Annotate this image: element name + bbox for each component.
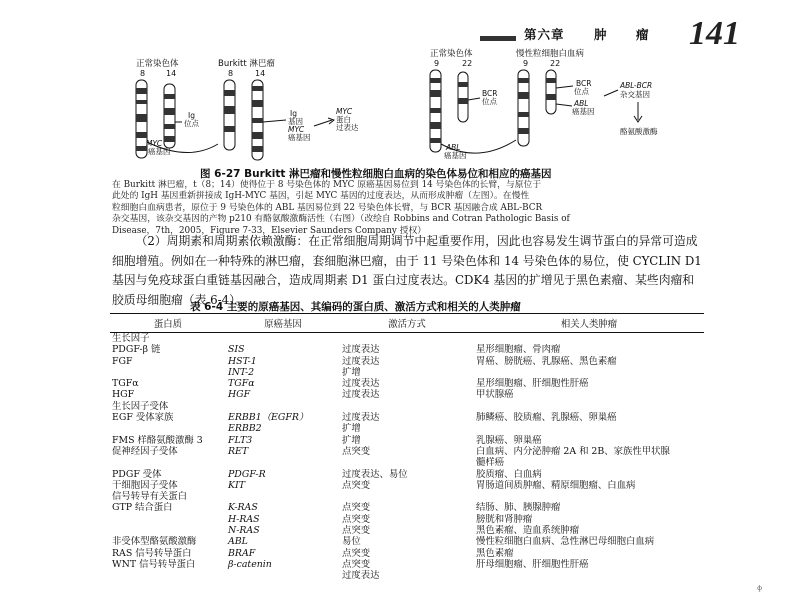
cell-protein: 干细胞因子受体 bbox=[112, 479, 178, 491]
bcr-locus-1: BCR bbox=[482, 89, 498, 98]
cell-protein: EGF 受体家族 bbox=[112, 412, 174, 424]
corner-mark: ф bbox=[757, 585, 762, 592]
caption-line: 在 Burkitt 淋巴瘤，t（8；14）使得位于 8 号染色体的 MYC 原癌基因易位到 14 号染色体的长臂，与原位于 bbox=[112, 180, 542, 190]
cell-protein bbox=[110, 514, 226, 525]
table-row bbox=[110, 491, 704, 502]
cell-oncogene: HST-1 bbox=[228, 355, 257, 367]
bcr-locus2-2: 位点 bbox=[574, 87, 589, 96]
myc-oncogene-label-2: 癌基因 bbox=[148, 147, 171, 156]
cell-tumors bbox=[474, 423, 704, 434]
cell-oncogene bbox=[226, 333, 340, 345]
cell-oncogene: INT-2 bbox=[228, 366, 255, 378]
cell-oncogene: PDGF-R bbox=[228, 468, 266, 480]
cell-protein: HGF bbox=[112, 389, 135, 401]
body-paragraph: （2）周期素和周期素依赖激酶：在正常细胞周期调节中起重要作用，因此也容易发生调节蛋白的异常可造成细胞增殖。例如在一种特殊的淋巴瘤，套细胞淋巴瘤，由于 11 号染色体和 14 号染色体的易位，使 CYCLIN D1 基因与免疫球蛋白重链基因融合，造成周期素 D1 蛋白过度表达。CDK4 基因的扩增见于黑色素瘤、某些肉瘤和胶质母细胞瘤（表 6-4）。 bbox=[112, 234, 702, 307]
fusion-gene-1: ABL-BCR bbox=[620, 81, 653, 90]
ig-locus-label-1: Ig bbox=[188, 111, 195, 120]
cell-protein: 信号转导有关蛋白 bbox=[112, 491, 188, 503]
table-row bbox=[110, 548, 704, 559]
bcr-locus2-1: BCR bbox=[576, 79, 592, 88]
cell-tumors bbox=[474, 401, 704, 412]
cell-activation: 点突变 bbox=[342, 558, 371, 570]
header-protein: 蛋白质 bbox=[153, 319, 183, 330]
table-row bbox=[110, 446, 704, 457]
chromosome-14 bbox=[164, 84, 175, 148]
chr-label-22: 22 bbox=[462, 59, 473, 68]
cell-protein bbox=[110, 570, 226, 581]
cell-tumors: 黑色素瘤 bbox=[476, 547, 514, 559]
label-normal-left: 正常染色体 bbox=[136, 59, 179, 69]
cell-protein: PDGF-β 链 bbox=[112, 344, 161, 356]
cell-activation: 点突变 bbox=[342, 479, 371, 491]
table-row bbox=[110, 344, 704, 355]
cell-oncogene: TGFα bbox=[228, 378, 255, 390]
cell-activation: 点突变 bbox=[342, 547, 371, 559]
table bbox=[110, 313, 704, 582]
caption-line: 粒细胞白血病患者，原位于 9 号染色体的 ABL 基因易位到 22 号染色体长臂，与 BCR 基因融合成 ABL-BCR bbox=[112, 202, 543, 213]
cell-protein: 促神经因子受体 bbox=[112, 445, 178, 457]
cell-activation bbox=[340, 457, 474, 468]
cell-activation: 扩增 bbox=[342, 423, 361, 435]
header-activation: 激活方式 bbox=[388, 319, 426, 330]
ig-gene-label-1: Ig bbox=[290, 109, 297, 118]
cell-oncogene: FLT3 bbox=[228, 434, 253, 446]
cell-activation: 点突变 bbox=[342, 502, 371, 514]
cell-protein: FMS 样酪氨酸激酶 3 bbox=[112, 434, 203, 446]
cell-activation bbox=[340, 333, 474, 345]
product-arrow bbox=[314, 120, 332, 126]
chr-label-9: 9 bbox=[434, 59, 440, 68]
abl-onc2-2: 癌基因 bbox=[572, 107, 595, 116]
cell-activation: 点突变 bbox=[342, 513, 371, 525]
chromosome-14-translocated bbox=[252, 80, 263, 160]
cell-oncogene: N-RAS bbox=[228, 525, 260, 537]
table-row bbox=[110, 525, 704, 536]
cell-protein: 生长因子受体 bbox=[112, 400, 169, 412]
cell-protein bbox=[110, 367, 226, 378]
table-row bbox=[110, 457, 704, 468]
chromosome-figure bbox=[118, 40, 718, 165]
abl-onc2-1: ABL bbox=[574, 99, 589, 108]
label-normal-right: 正常染色体 bbox=[430, 49, 473, 59]
cell-activation: 过度表达 bbox=[342, 389, 380, 401]
myc-product-1: MYC bbox=[336, 107, 353, 116]
cell-oncogene: ABL bbox=[228, 536, 248, 548]
cell-activation: 点突变 bbox=[342, 525, 371, 537]
abl-onc-2: 癌基因 bbox=[444, 151, 467, 160]
cell-protein: PDGF 受体 bbox=[112, 468, 162, 480]
cell-oncogene bbox=[226, 570, 340, 581]
cell-oncogene: SIS bbox=[228, 344, 245, 356]
ig-locus-label-2: 位点 bbox=[184, 119, 199, 128]
table-row bbox=[110, 536, 704, 547]
header-oncogene: 原癌基因 bbox=[264, 319, 302, 330]
cell-tumors: 胃癌、膀胱癌、乳腺癌、黑色素瘤 bbox=[476, 355, 617, 367]
cell-activation: 扩增 bbox=[342, 366, 361, 378]
table-row bbox=[110, 502, 704, 513]
cell-activation bbox=[340, 401, 474, 412]
cell-tumors: 结肠、肺、胰腺肿瘤 bbox=[476, 502, 561, 514]
table-header-row bbox=[110, 314, 704, 333]
oncogene-table bbox=[110, 313, 704, 582]
cell-tumors: 甲状腺癌 bbox=[476, 389, 514, 401]
cell-tumors: 乳腺癌、卵巢癌 bbox=[476, 434, 542, 446]
abl-onc-1: ABL bbox=[446, 143, 461, 152]
table-row bbox=[110, 570, 704, 581]
table-row bbox=[110, 367, 704, 378]
table-row bbox=[110, 412, 704, 423]
cell-tumors bbox=[474, 570, 704, 581]
cell-oncogene: BRAF bbox=[228, 547, 256, 559]
cell-protein bbox=[110, 457, 226, 468]
topic-char-1: 肿 bbox=[594, 27, 608, 42]
cell-tumors: 胃肠道间质肿瘤、精原细胞瘤、白血病 bbox=[476, 479, 636, 491]
caption-line: Disease，7th，2005，Figure 7-33，Elsevier Saunders Company 授权） bbox=[112, 225, 427, 236]
chr-label-14: 14 bbox=[166, 69, 177, 78]
topic-char-2: 瘤 bbox=[636, 27, 650, 42]
cell-activation bbox=[340, 491, 474, 502]
cell-protein: WNT 信号转导蛋白 bbox=[112, 558, 196, 570]
table-body bbox=[110, 333, 704, 582]
cell-activation: 扩增 bbox=[342, 434, 361, 446]
ig-gene-pointer bbox=[263, 120, 286, 122]
table-row bbox=[110, 480, 704, 491]
cell-protein: GTP 结合蛋白 bbox=[112, 502, 173, 514]
fusion-gene-2: 杂交基因 bbox=[620, 90, 650, 99]
cell-protein: 非受体型酪氨酸激酶 bbox=[112, 536, 197, 548]
header-tumors: 相关人类肿瘤 bbox=[560, 319, 618, 330]
chromosome-22 bbox=[458, 72, 468, 122]
ig-gene-label-2: 基因 bbox=[288, 117, 303, 126]
table-title: 表 6-4 主要的原癌基因、其编码的蛋白质、激活方式和相关的人类肿瘤 bbox=[190, 301, 521, 313]
bcr-pointer bbox=[468, 98, 480, 100]
table-row bbox=[110, 389, 704, 400]
cell-oncogene: ERBB2 bbox=[228, 423, 262, 435]
figure-caption-text bbox=[112, 180, 697, 237]
cell-protein: 生长因子 bbox=[112, 333, 150, 344]
cell-protein: RAS 信号转导蛋白 bbox=[112, 547, 192, 559]
chromosome-8-translocated bbox=[224, 80, 235, 150]
cell-protein bbox=[110, 423, 226, 434]
myc-onc2-label-1: MYC bbox=[288, 125, 305, 134]
cell-activation: 过度表达、易位 bbox=[342, 468, 408, 480]
cell-activation: 过度表达 bbox=[342, 412, 380, 424]
table-row bbox=[110, 559, 704, 570]
cell-activation: 过度表达 bbox=[342, 570, 380, 582]
cell-tumors: 黑色素瘤、造血系统肿瘤 bbox=[476, 525, 580, 537]
cell-tumors: 肺鳞癌、胶质瘤、乳腺癌、卵巢癌 bbox=[476, 412, 617, 424]
chromosome-9-translocated bbox=[518, 70, 529, 146]
cell-oncogene: β-catenin bbox=[228, 558, 272, 570]
cell-oncogene bbox=[226, 491, 340, 502]
cell-oncogene: KIT bbox=[228, 479, 245, 491]
bcr2-pointer bbox=[556, 86, 573, 88]
cell-tumors: 髓样癌 bbox=[476, 457, 505, 469]
cell-tumors: 星形细胞瘤、骨肉瘤 bbox=[476, 344, 561, 356]
chr-label-14b: 14 bbox=[255, 69, 266, 78]
cell-tumors bbox=[474, 367, 704, 378]
myc-product-2: 蛋白 bbox=[336, 115, 351, 124]
table-row bbox=[110, 435, 704, 446]
table-row bbox=[110, 333, 704, 345]
myc-oncogene-label-1: MYC bbox=[146, 139, 163, 148]
cell-oncogene bbox=[226, 401, 340, 412]
cell-oncogene: H-RAS bbox=[228, 513, 260, 525]
cell-tumors: 星形细胞瘤、肝细胞性肝癌 bbox=[476, 378, 589, 390]
table-row bbox=[110, 378, 704, 389]
bcr-locus-2: 位点 bbox=[482, 97, 497, 106]
cell-activation: 过度表达 bbox=[342, 355, 380, 367]
figure-caption-title: 图 6-27 Burkitt 淋巴瘤和慢性粒细胞白血病的染色体易位和相应的癌基因 bbox=[200, 168, 552, 180]
chapter-label: 第六章 bbox=[524, 27, 565, 42]
cell-protein: TGFα bbox=[112, 378, 139, 390]
cell-activation: 过度表达 bbox=[342, 378, 380, 390]
myc-product-3: 过表达 bbox=[336, 123, 359, 132]
cell-oncogene: HGF bbox=[228, 389, 251, 401]
cell-activation: 过度表达 bbox=[342, 344, 380, 356]
chr-label-9b: 9 bbox=[523, 59, 529, 68]
cell-oncogene: RET bbox=[228, 445, 249, 457]
cell-tumors: 肝母细胞瘤、肝细胞性肝癌 bbox=[476, 558, 589, 570]
myc-onc2-label-2: 癌基因 bbox=[288, 133, 311, 142]
table-row bbox=[110, 401, 704, 412]
label-burkitt: Burkitt 淋巴瘤 bbox=[218, 59, 275, 69]
chr-label-8b: 8 bbox=[228, 69, 234, 78]
chromosome-diagram bbox=[118, 40, 718, 165]
table-row bbox=[110, 356, 704, 367]
philadelphia-chromosome bbox=[546, 70, 556, 114]
cell-activation: 易位 bbox=[342, 536, 361, 548]
table-row bbox=[110, 469, 704, 480]
cell-tumors bbox=[474, 491, 704, 502]
cell-protein bbox=[110, 525, 226, 536]
cell-tumors: 白血病、内分泌肿瘤 2A 和 2B、家族性甲状腺 bbox=[476, 445, 670, 457]
cell-tumors: 慢性粒细胞白血病、急性淋巴母细胞白血病 bbox=[476, 536, 655, 548]
cell-tumors: 胶质瘤、白血病 bbox=[476, 468, 542, 480]
cell-tumors: 膀胱和肾肿瘤 bbox=[476, 513, 533, 525]
caption-line: 杂交基因，该杂交基因的产物 p210 有酪氨酸激酶活性（右图）（改绘自 Robbins and Cotran Pathologic Basis of bbox=[112, 214, 570, 225]
cell-oncogene bbox=[226, 457, 340, 468]
cell-oncogene: ERBB1（EGFR） bbox=[228, 412, 309, 424]
label-cml: 慢性粒细胞白血病 bbox=[516, 49, 585, 59]
fusion-arrow bbox=[604, 90, 618, 96]
tyrosine-kinase-label: 酪氨酸激酶 bbox=[620, 127, 658, 136]
table-row bbox=[110, 514, 704, 525]
chr-label-22b: 22 bbox=[550, 59, 561, 68]
chr-label-8: 8 bbox=[140, 69, 146, 78]
cell-oncogene: K-RAS bbox=[228, 502, 258, 514]
caption-line: 此处的 IgH 基因重新拼接成 IgH-MYC 基因，引起 MYC 基因的过度表达，从而形成肿瘤（左图）。在慢性 bbox=[112, 191, 530, 202]
cell-activation: 点突变 bbox=[342, 445, 371, 457]
cell-protein: FGF bbox=[112, 355, 133, 367]
page-number: 141 bbox=[689, 15, 740, 52]
table-row bbox=[110, 423, 704, 434]
chromosome-9 bbox=[430, 70, 441, 152]
abl2-pointer bbox=[556, 104, 572, 106]
cell-tumors bbox=[474, 333, 704, 345]
